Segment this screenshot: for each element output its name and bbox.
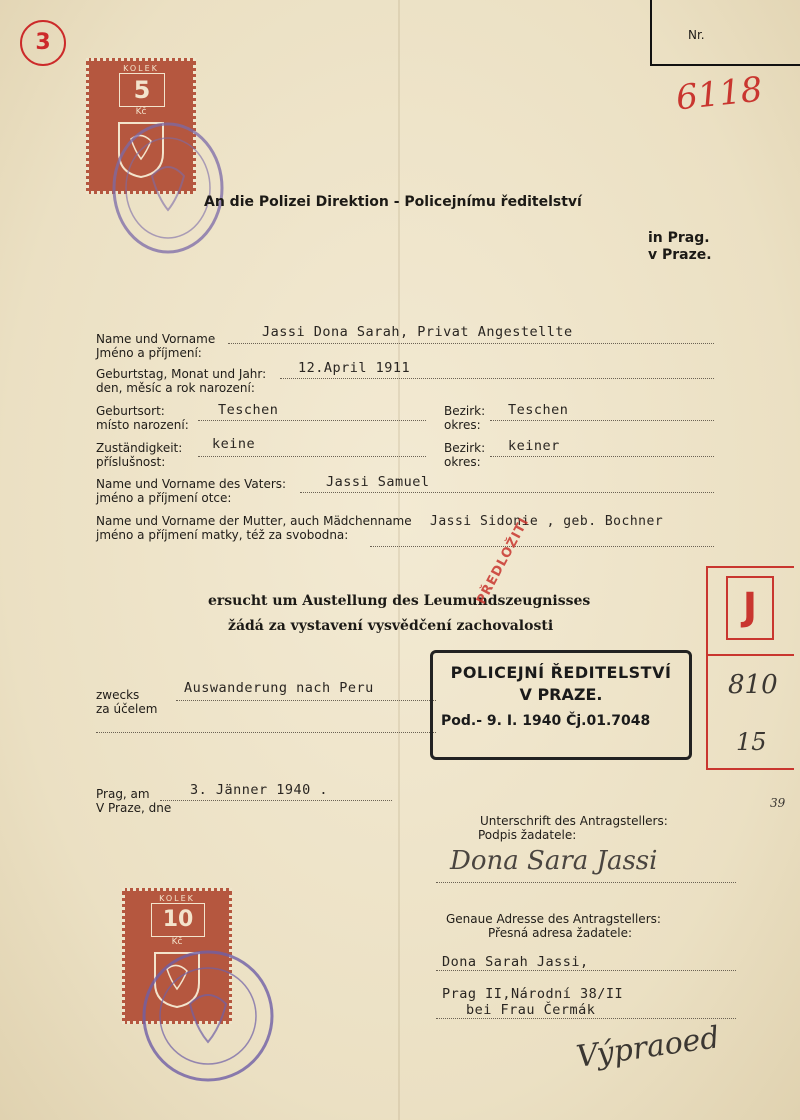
mother-label-cs: jméno a příjmení matky, též za svobodna:	[96, 528, 349, 542]
signature-line	[436, 882, 736, 883]
name-label-de: Name und Vorname	[96, 332, 216, 346]
domicile-label-cs: příslušnost:	[96, 455, 166, 469]
birthdate-value: 12.April 1911	[298, 360, 411, 376]
birth-district-line	[490, 420, 714, 421]
domicile-district-value: keiner	[508, 438, 560, 454]
birthdate-line	[280, 378, 714, 379]
mother-value: Jassi Sidonie , geb. Bochner	[430, 514, 664, 529]
father-value: Jassi Samuel	[326, 474, 430, 490]
father-label-de: Name und Vorname des Vaters:	[96, 477, 287, 491]
domicile-district-label-de: Bezirk:	[444, 441, 486, 455]
city-de: in Prag.	[648, 230, 710, 246]
revenue-stamp-value: 5	[119, 73, 165, 107]
register-number: 810	[728, 670, 778, 700]
city-cs: v Praze.	[648, 247, 712, 263]
file-note: 6118	[674, 69, 765, 119]
red-j-letter: J	[726, 576, 774, 640]
name-label-cs: Jméno a příjmení:	[96, 346, 202, 360]
revenue-stamp-currency: Kč	[171, 937, 183, 947]
domicile-line	[198, 456, 426, 457]
birthplace-label-de: Geburtsort:	[96, 404, 165, 418]
domicile-label-de: Zuständigkeit:	[96, 441, 183, 455]
signature-label-de: Unterschrift des Antragstellers:	[480, 814, 668, 828]
birth-district-value: Teschen	[508, 402, 569, 418]
registry-stamp-line1: POLICEJNÍ ŘEDITELSTVÍ	[450, 663, 672, 682]
police-registry-stamp	[430, 650, 692, 760]
name-line	[228, 343, 714, 344]
birthdate-label-de: Geburtstag, Monat und Jahr:	[96, 367, 267, 381]
birthplace-line	[198, 420, 426, 421]
place-date-value: 3. Jänner 1940 .	[190, 782, 329, 798]
name-value: Jassi Dona Sarah, Privat Angestellte	[262, 324, 573, 340]
birth-district-label-de: Bezirk:	[444, 404, 486, 418]
police-seal-icon	[138, 946, 278, 1086]
request-line-de: ersucht um Austellung des Leumundszeugnisses	[208, 593, 591, 609]
revenue-stamp-label: KOLEK	[159, 894, 195, 903]
address-line1: Dona Sarah Jassi,	[442, 954, 589, 970]
revenue-stamp-value: 10	[151, 903, 205, 937]
document-title: An die Polizei Direktion - Policejnímu ředitelství	[204, 194, 582, 210]
bottom-handwriting: Výpraoed	[574, 1020, 722, 1075]
address-label-cs: Přesná adresa žadatele:	[488, 926, 633, 940]
place-date-label-cs: V Praze, dne	[96, 801, 172, 815]
page-number-circle: 3	[20, 20, 66, 66]
diagonal-red-stamp: PŘEDLOŽITI	[474, 515, 533, 608]
father-line	[300, 492, 714, 493]
mother-line	[370, 546, 714, 547]
registry-stamp-line2: V PRAZE.	[519, 685, 603, 704]
revenue-stamp-currency: Kč	[135, 107, 147, 117]
revenue-stamp-label: KOLEK	[123, 64, 159, 73]
mother-label-de: Name und Vorname der Mutter, auch Mädchenname	[96, 514, 412, 528]
place-date-label-de: Prag, am	[96, 787, 150, 801]
request-line-cs: žádá za vystavení vysvědčení zachovalosti	[228, 618, 554, 634]
address-line2: Prag II,Národní 38/II	[442, 986, 624, 1002]
address-line3-rule	[436, 1018, 736, 1019]
purpose-value: Auswanderung nach Peru	[184, 680, 374, 696]
nr-box	[650, 0, 800, 66]
margin-note: 39	[770, 796, 786, 810]
purpose-label-de: zwecks	[96, 688, 140, 702]
address-label-de: Genaue Adresse des Antragstellers:	[446, 912, 661, 926]
domicile-value: keine	[212, 436, 256, 452]
applicant-signature: Dona Sara Jassi	[450, 846, 658, 876]
address-line1-rule	[436, 970, 736, 971]
place-date-line	[160, 800, 392, 801]
birthplace-label-cs: místo narození:	[96, 418, 189, 432]
registry-stamp-line3: Pod.- 9. I. 1940 Čj.01.7048	[441, 713, 651, 729]
register-note: 15	[736, 728, 767, 756]
birthplace-value: Teschen	[218, 402, 279, 418]
birth-district-label-cs: okres:	[444, 418, 481, 432]
domicile-district-label-cs: okres:	[444, 455, 481, 469]
purpose-line-2	[96, 732, 436, 733]
address-line3: bei Frau Čermák	[466, 1002, 596, 1018]
nr-label: Nr.	[688, 28, 705, 42]
purpose-label-cs: za účelem	[96, 702, 158, 716]
red-j-divider	[708, 654, 794, 656]
purpose-line	[176, 700, 436, 701]
signature-label-cs: Podpis žadatele:	[478, 828, 577, 842]
page-fold	[398, 0, 400, 1120]
birthdate-label-cs: den, měsíc a rok narození:	[96, 381, 255, 395]
police-seal-icon	[108, 118, 228, 258]
domicile-district-line	[490, 456, 714, 457]
father-label-cs: jméno a příjmení otce:	[96, 491, 232, 505]
